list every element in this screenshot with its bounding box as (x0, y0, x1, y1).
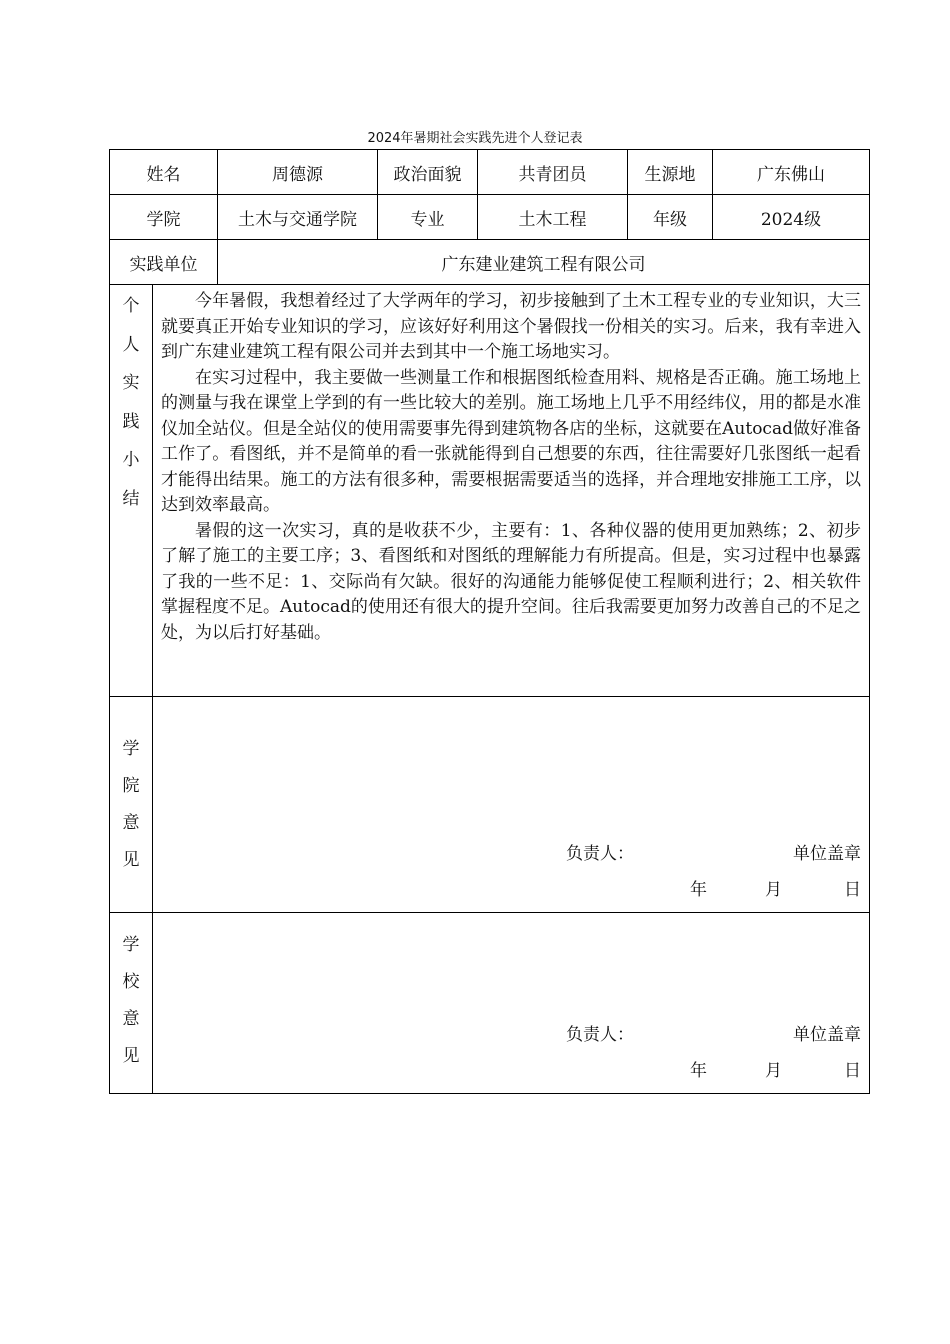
college-opinion-label-char: 见 (122, 849, 140, 870)
row-college-opinion (110, 697, 870, 913)
registration-form (109, 149, 870, 1094)
summary-label-char: 人 (122, 334, 140, 355)
unit-field[interactable]: 广东建业建筑工程有限公司 (218, 240, 870, 285)
school-opinion-label (110, 913, 153, 1094)
row-basic-info (110, 150, 870, 195)
summary-paragraph: 今年暑假，我想着经过了大学两年的学习，初步接触到了土木工程专业的专业知识，大三就要真正开始专业知识的学习，应该好好利用这个暑假找一份相关的实习。后来，我有幸进入到广东建业建筑工程有限公司并去到其中一个施工场地实习。 (161, 291, 861, 362)
row-school-opinion (110, 913, 870, 1094)
political-field[interactable]: 共青团员 (478, 150, 628, 195)
row-summary (110, 285, 870, 697)
summary-label-char: 小 (122, 450, 140, 470)
summary-label-char: 践 (122, 411, 140, 432)
school-opinion-label-char: 意 (122, 1009, 140, 1029)
college-month-label: 月 (765, 880, 782, 900)
college-opinion-label-char: 院 (122, 775, 140, 796)
origin-field[interactable]: 广东佛山 (713, 150, 870, 195)
summary-label-char: 实 (122, 373, 140, 393)
college-year-label: 年 (690, 880, 707, 900)
college-opinion-label-char: 意 (122, 812, 140, 833)
school-opinion-label-char: 校 (122, 972, 140, 992)
form-title: 2024年暑期社会实践先进个人登记表 (367, 131, 583, 146)
name-label: 姓名 (110, 150, 218, 195)
college-day-label: 日 (844, 880, 861, 900)
grade-label: 年级 (628, 195, 713, 240)
college-responsible-label: 负责人： (566, 844, 634, 864)
school-responsible-label: 负责人： (566, 1025, 634, 1045)
college-field[interactable]: 土木与交通学院 (218, 195, 378, 240)
college-seal-label: 单位盖章 (793, 844, 861, 864)
origin-label: 生源地 (628, 150, 713, 195)
college-label: 学院 (110, 195, 218, 240)
summary-label-char: 个 (122, 296, 140, 316)
summary-text-area[interactable] (153, 285, 870, 697)
college-opinion-area[interactable] (153, 697, 870, 913)
summary-paragraph: 暑假的这一次实习，真的是收获不少，主要有：1、各种仪器的使用更加熟练；2、初步了解了施工的主要工序；3、看图纸和对图纸的理解能力有所提高。但是，实习过程中也暴露了我的一些不足：1、交际尚有欠缺。很好的沟通能力能够促使工程顺利进行；2、相关软件掌握程度不足。Autocad的使用还有很大的提升空间。往后我需要更加努力改善自己的不足之处，为以后打好基础。 (161, 520, 861, 643)
school-opinion-label-char: 见 (122, 1046, 140, 1066)
summary-label-char: 结 (122, 488, 140, 509)
school-opinion-label-char: 学 (122, 935, 140, 955)
unit-label: 实践单位 (110, 240, 218, 285)
college-opinion-label-char: 学 (122, 738, 140, 759)
political-label: 政治面貌 (378, 150, 478, 195)
summary-label (110, 285, 153, 697)
school-year-label: 年 (690, 1061, 707, 1081)
school-opinion-area[interactable] (153, 913, 870, 1094)
school-month-label: 月 (765, 1061, 782, 1081)
name-field[interactable]: 周德源 (218, 150, 378, 195)
summary-paragraph: 在实习过程中，我主要做一些测量工作和根据图纸检查用料、规格是否正确。施工场地上的测量与我在课堂上学到的有一些比较大的差别。施工场地上几乎不用经纬仪，用的都是水准仪加全站仪。但是全站仪的使用需要事先得到建筑物各店的坐标，这就要在Autocad做好准备工作了。看图纸，并不是简单的看一张就能得到自己想要的东西，往往需要好几张图纸一起看才能得出结果。施工的方法有很多种，需要根据需要适当的选择，并合理地安排施工工序，以达到效率最高。 (161, 367, 861, 515)
college-opinion-label (110, 697, 153, 913)
major-label: 专业 (378, 195, 478, 240)
row-academic-info (110, 195, 870, 240)
school-seal-label: 单位盖章 (793, 1025, 861, 1045)
row-practice-unit (110, 240, 870, 285)
grade-field[interactable]: 2024级 (713, 195, 870, 240)
school-day-label: 日 (844, 1061, 861, 1081)
major-field[interactable]: 土木工程 (478, 195, 628, 240)
